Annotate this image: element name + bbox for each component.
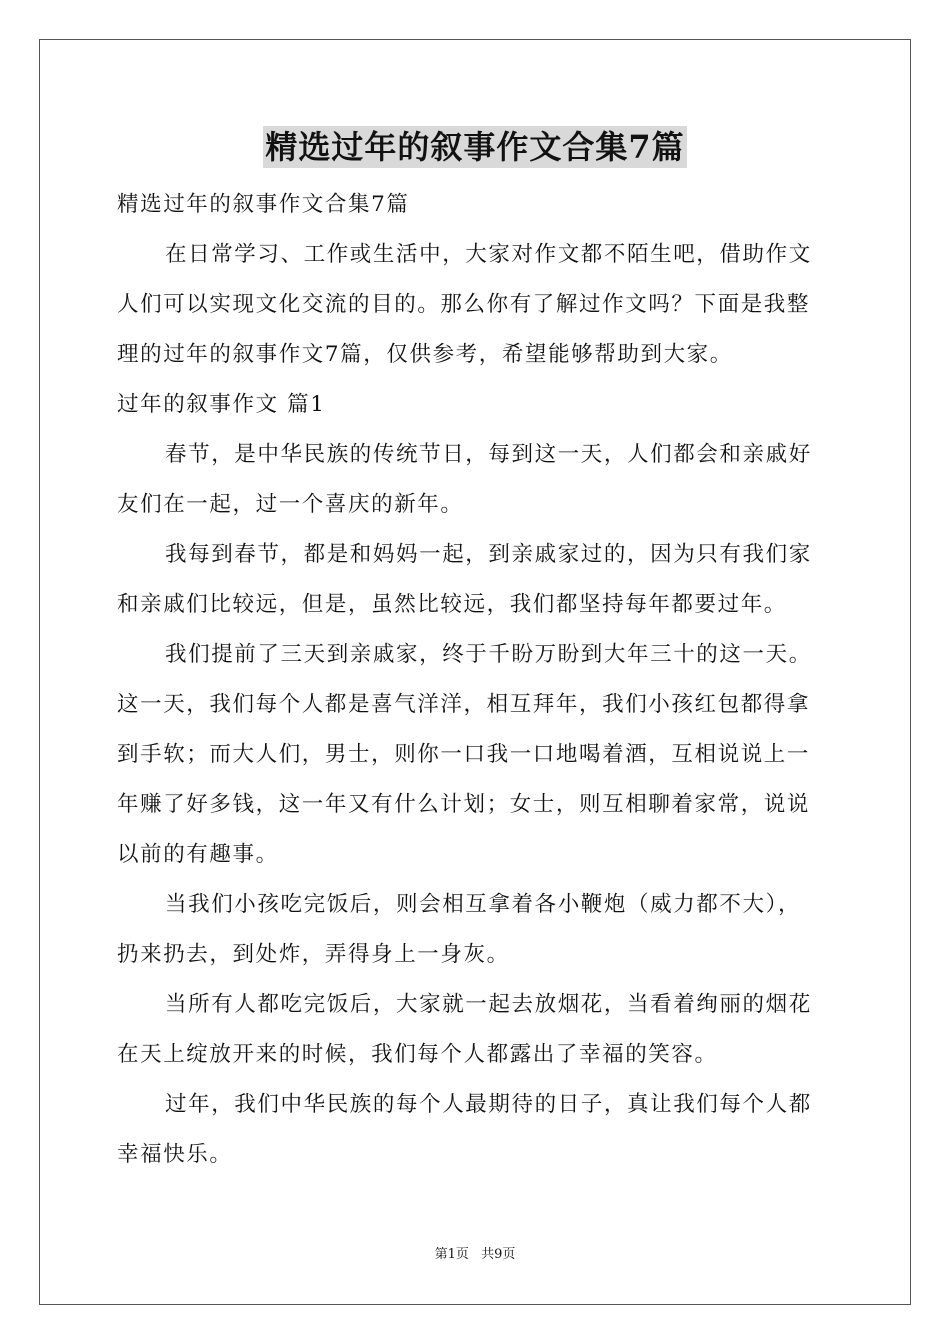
body-line: 人们可以实现文化交流的目的。那么你有了解过作文吗？下面是我整	[117, 292, 811, 317]
page-number: 第1页	[434, 1247, 469, 1262]
body-line: 过年，我们中华民族的每个人最期待的日子，真让我们每个人都	[165, 1092, 812, 1117]
total-pages: 共9页	[481, 1247, 516, 1262]
document-body	[117, 180, 833, 1180]
body-line: 精选过年的叙事作文合集7篇	[117, 192, 410, 217]
body-line: 当我们小孩吃完饭后，则会相互拿着各小鞭炮（威力都不大），	[165, 892, 802, 917]
body-line: 这一天，我们每个人都是喜气洋洋，相互拜年，我们小孩红包都得拿	[117, 692, 811, 717]
body-line: 幸福快乐。	[117, 1142, 233, 1167]
body-line: 和亲戚们比较远，但是，虽然比较远，我们都坚持每年都要过年。	[117, 592, 787, 617]
body-line: 年赚了好多钱，这一年又有什么计划；女士，则互相聊着家常，说说	[117, 792, 811, 817]
body-line: 友们在一起，过一个喜庆的新年。	[117, 492, 464, 517]
body-line: 在日常学习、工作或生活中，大家对作文都不陌生吧，借助作文	[165, 242, 812, 267]
body-line: 扔来扔去，到处炸，弄得身上一身灰。	[117, 942, 510, 967]
body-line: 春节，是中华民族的传统节日，每到这一天，人们都会和亲戚好	[165, 442, 812, 467]
body-line: 到手软；而大人们，男士，则你一口我一口地喝着酒，互相说说上一	[117, 742, 811, 767]
body-line: 当所有人都吃完饭后，大家就一起去放烟花，当看着绚丽的烟花	[165, 992, 812, 1017]
body-line: 在天上绽放开来的时候，我们每个人都露出了幸福的笑容。	[117, 1042, 718, 1067]
document-title: 精选过年的叙事作文合集7篇	[265, 128, 685, 166]
body-line: 我每到春节，都是和妈妈一起，到亲戚家过的，因为只有我们家	[165, 542, 812, 567]
title-container	[0, 126, 950, 168]
page-footer	[0, 1246, 950, 1264]
body-line: 理的过年的叙事作文7篇，仅供参考，希望能够帮助到大家。	[117, 342, 733, 367]
section-heading: 过年的叙事作文 篇1	[117, 392, 326, 417]
body-line: 我们提前了三天到亲戚家，终于千盼万盼到大年三十的这一天。	[165, 642, 812, 667]
body-line: 以前的有趣事。	[117, 842, 279, 867]
